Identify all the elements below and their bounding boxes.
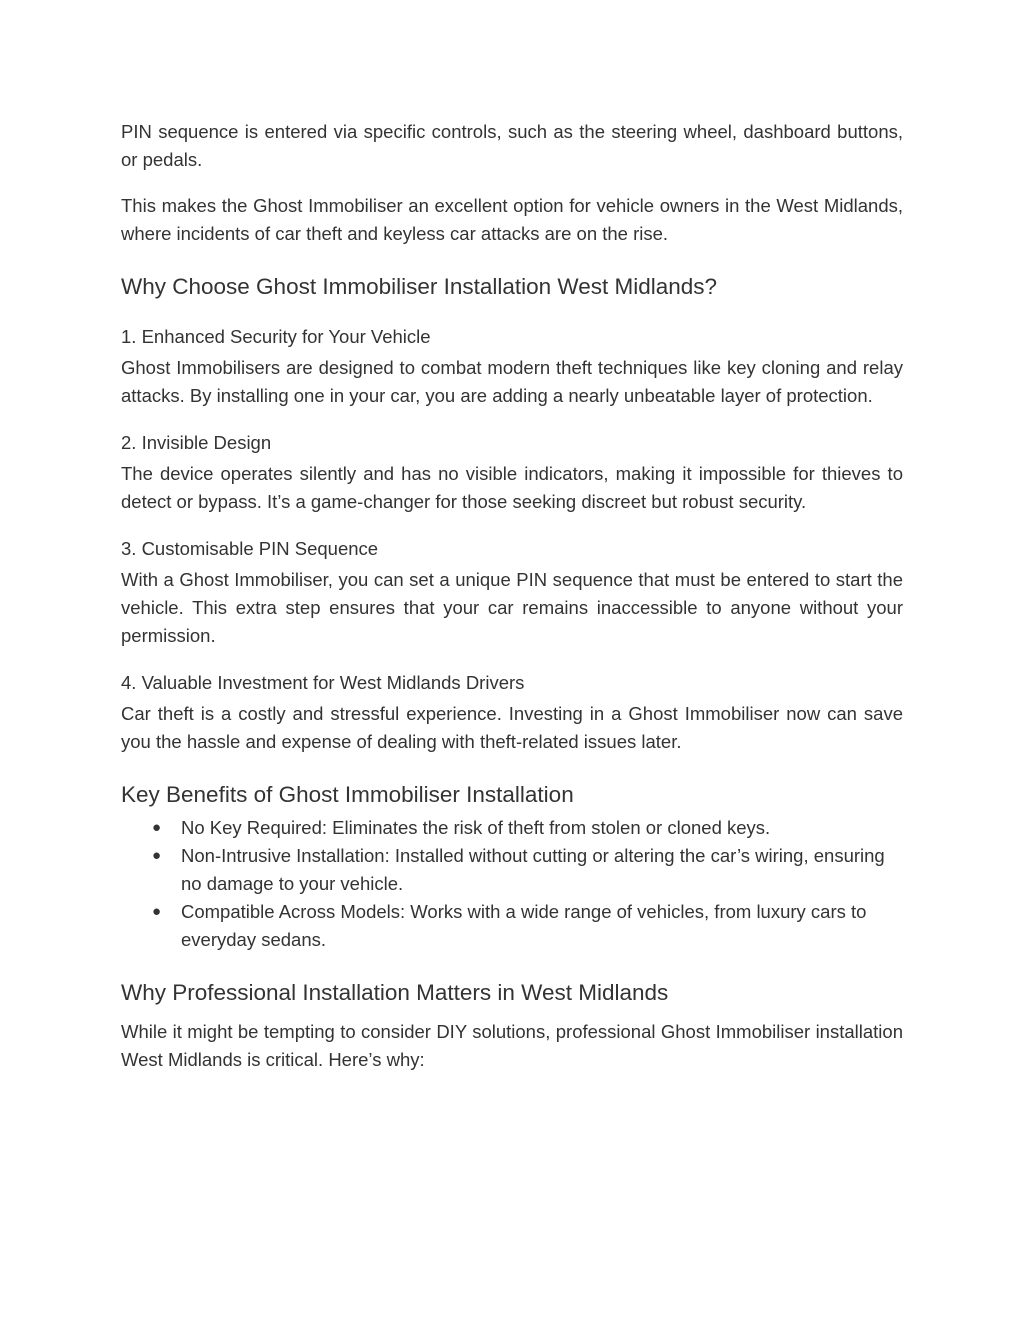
benefits-list [121,814,903,954]
list-item-text: Compatible Across Models: Works with a wide range of vehicles, from luxury cars to everyday sedans. [181,901,867,950]
section-heading-professional: Why Professional Installation Matters in West Midlands [121,980,669,1005]
list-item-text: Non-Intrusive Installation: Installed without cutting or altering the car’s wiring, ensuring no damage to your vehicle. [181,845,885,894]
intro-paragraph-1: PIN sequence is entered via specific controls, such as the steering wheel, dashboard buttons, or pedals. [121,121,903,170]
section-heading-key-benefits: Key Benefits of Ghost Immobiliser Installation [121,782,574,807]
subheading-invisible-design: 2. Invisible Design [121,432,272,453]
intro-paragraph-2: This makes the Ghost Immobiliser an excellent option for vehicle owners in the West Midlands, where incidents of car theft and keyless car attacks are on the rise. [121,195,903,244]
bullet-icon: ● [152,903,162,920]
list-item-text: No Key Required: Eliminates the risk of theft from stolen or cloned keys. [181,817,771,838]
list-item [121,842,903,898]
list-item [121,814,903,842]
paragraph-customisable-pin: With a Ghost Immobiliser, you can set a unique PIN sequence that must be entered to start the vehicle. This extra step ensures that your car remains inaccessible to anyone without your permission. [121,569,903,646]
subheading-enhanced-security: 1. Enhanced Security for Your Vehicle [121,326,431,347]
bullet-icon: ● [152,847,162,864]
paragraph-professional: While it might be tempting to consider DIY solutions, professional Ghost Immobiliser installation West Midlands is critical. Here’s why: [121,1021,903,1070]
list-item [121,898,903,954]
subheading-customisable-pin: 3. Customisable PIN Sequence [121,538,379,559]
subheading-valuable-investment: 4. Valuable Investment for West Midlands Drivers [121,672,525,693]
document-page [121,118,903,1074]
paragraph-valuable-investment: Car theft is a costly and stressful experience. Investing in a Ghost Immobiliser now can save you the hassle and expense of dealing with theft-related issues later. [121,703,903,752]
paragraph-invisible-design: The device operates silently and has no visible indicators, making it impossible for thieves to detect or bypass. It’s a game-changer for those seeking discreet but robust security. [121,463,903,512]
paragraph-enhanced-security: Ghost Immobilisers are designed to combat modern theft techniques like key cloning and relay attacks. By installing one in your car, you are adding a nearly unbeatable layer of protection. [121,357,903,406]
bullet-icon: ● [152,819,162,836]
section-heading-why-choose: Why Choose Ghost Immobiliser Installation West Midlands? [121,274,718,299]
